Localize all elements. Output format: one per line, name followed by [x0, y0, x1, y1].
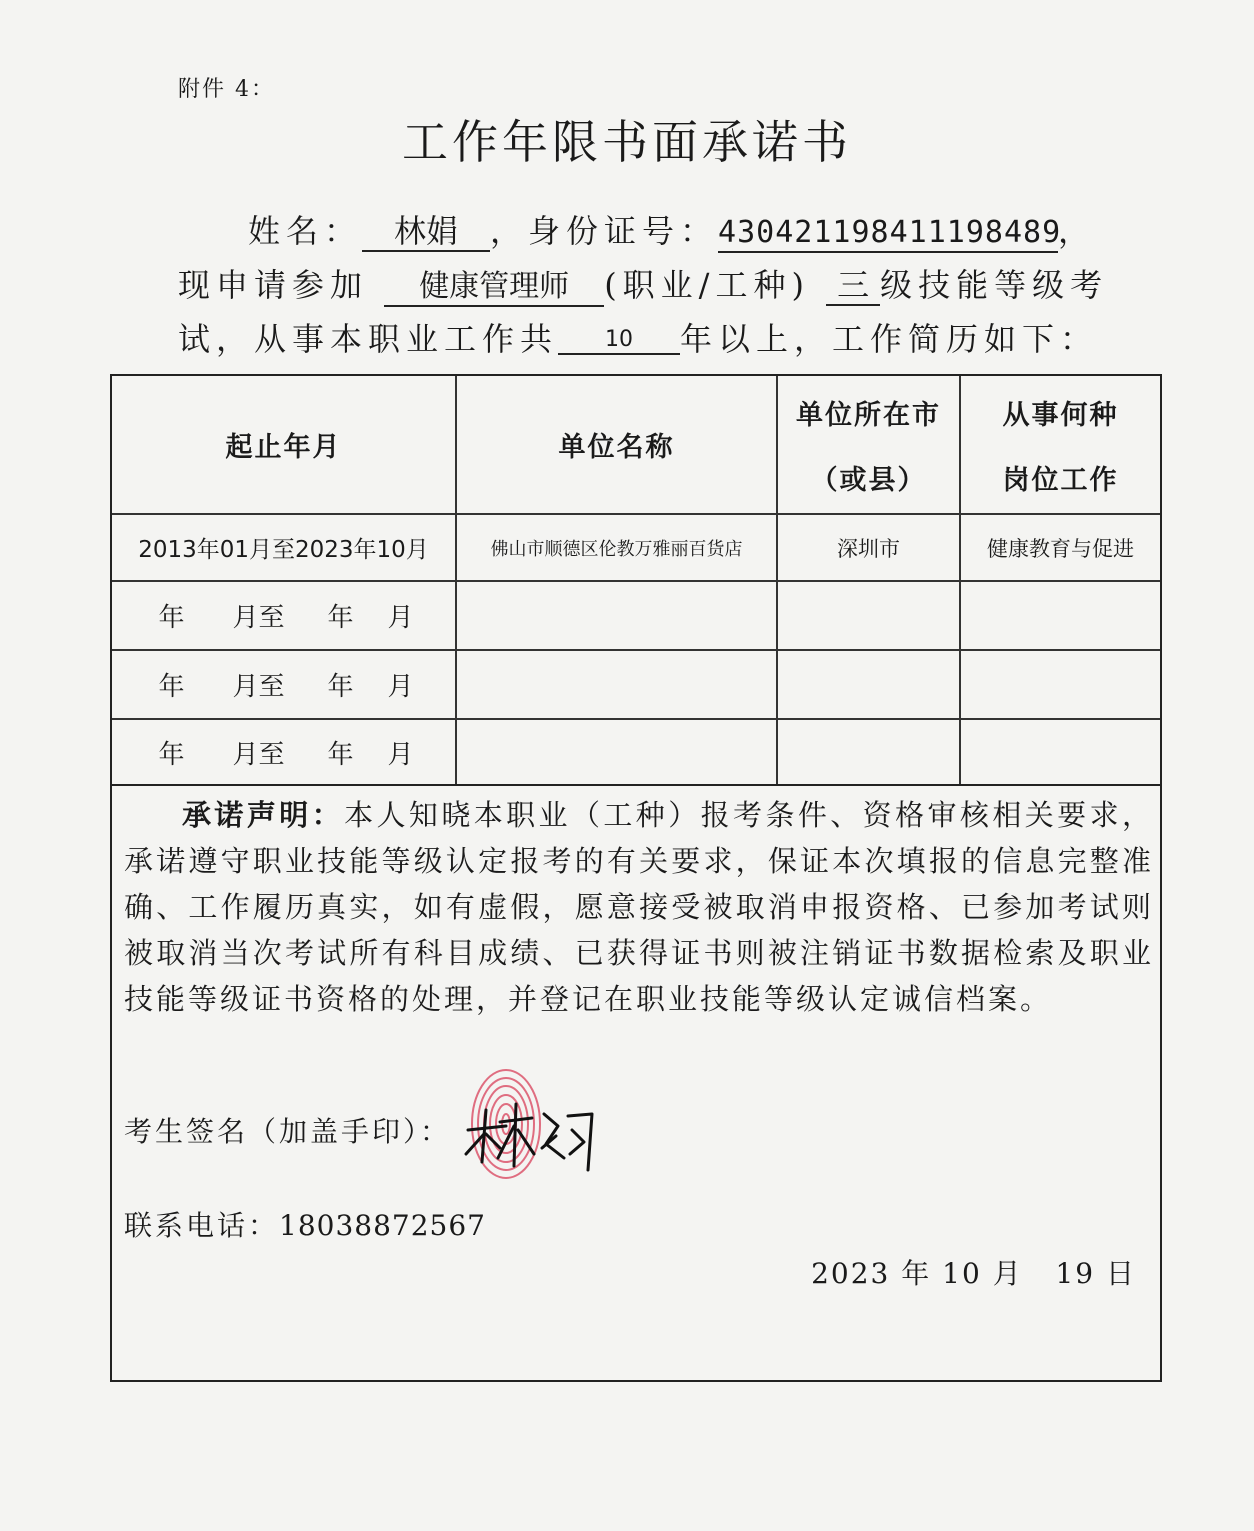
- name-label: 姓名：: [248, 212, 363, 250]
- name-id-line: [248, 206, 1096, 253]
- phone-number: 18038872567: [279, 1209, 486, 1242]
- work-prefix: 试，从事本职业工作共: [178, 320, 559, 358]
- header-unit: 单位名称: [558, 432, 675, 463]
- occupation-suffix: (职业/工种): [604, 266, 810, 304]
- phone-label: 联系电话：: [124, 1209, 280, 1242]
- signature-label: 考生签名（加盖手印）：: [124, 1115, 452, 1148]
- header-job-line1: 从事何种: [1002, 399, 1119, 431]
- application-line: [178, 260, 1108, 307]
- apply-prefix: 现申请参加: [178, 266, 369, 304]
- row-3-period[interactable]: 年 月至 年 月: [158, 672, 414, 702]
- header-city-line1: 单位所在市: [796, 399, 941, 431]
- row-4-period[interactable]: 年 月至 年 月: [158, 739, 414, 770]
- attachment-label: 附件 4：: [178, 77, 275, 102]
- row-1-city[interactable]: 深圳市: [837, 536, 900, 561]
- work-years-line: [178, 314, 1098, 360]
- declaration: [124, 792, 1154, 1022]
- row-1-job[interactable]: 健康教育与促进: [987, 536, 1134, 561]
- header-job: [961, 376, 1160, 513]
- row-2-period[interactable]: 年 月至 年 月: [158, 603, 414, 633]
- header-city-line2: （或县）: [810, 464, 927, 496]
- level-suffix: 级技能等级考: [880, 266, 1109, 304]
- id-label: ，身份证号：: [490, 212, 719, 250]
- years-field[interactable]: 10: [558, 327, 680, 355]
- header-period: 起止年月: [225, 432, 342, 463]
- row-1-period[interactable]: 2013年01月至2023年10月: [138, 537, 429, 563]
- date-line: 2023 年 10 月 19 日: [811, 1257, 1136, 1290]
- work-suffix: 年以上，工作简历如下：: [680, 320, 1099, 358]
- name-field[interactable]: 林娟: [362, 212, 490, 252]
- date-month: 10: [942, 1257, 982, 1290]
- declaration-text: 本人知晓本职业（工种）报考条件、资格审核相关要求，承诺遵守职业技能等级认定报考的有关要求，保证本次填报的信息完整准确、工作履历真实，如有虚假，愿意接受被取消申报资格、已参加考试则被取消当次考试所有科目成绩、已获得证书则被注销证书数据检索及职业技能等级证书资格的处理，并登记在职业技能等级认定诚信档案。: [124, 798, 1154, 1016]
- declaration-heading: 承诺声明：: [182, 798, 345, 832]
- date-day: 19: [1055, 1257, 1096, 1290]
- comma: ，: [1058, 212, 1097, 250]
- declaration-box: [110, 784, 1162, 1382]
- page-title: 工作年限书面承诺书: [402, 115, 852, 169]
- header-city: [778, 376, 959, 513]
- header-job-line2: 岗位工作: [1002, 464, 1119, 496]
- occupation-field[interactable]: 健康管理师: [384, 269, 604, 307]
- id-number-field[interactable]: 430421198411198489: [718, 215, 1058, 253]
- handwritten-signature: [460, 1096, 600, 1174]
- date-year: 2023: [811, 1257, 891, 1290]
- row-1-unit[interactable]: 佛山市顺德区伦教万雅丽百货店: [490, 538, 743, 560]
- work-history-table: [110, 374, 1162, 786]
- phone-line: [124, 1204, 486, 1244]
- level-field[interactable]: 三: [826, 266, 880, 306]
